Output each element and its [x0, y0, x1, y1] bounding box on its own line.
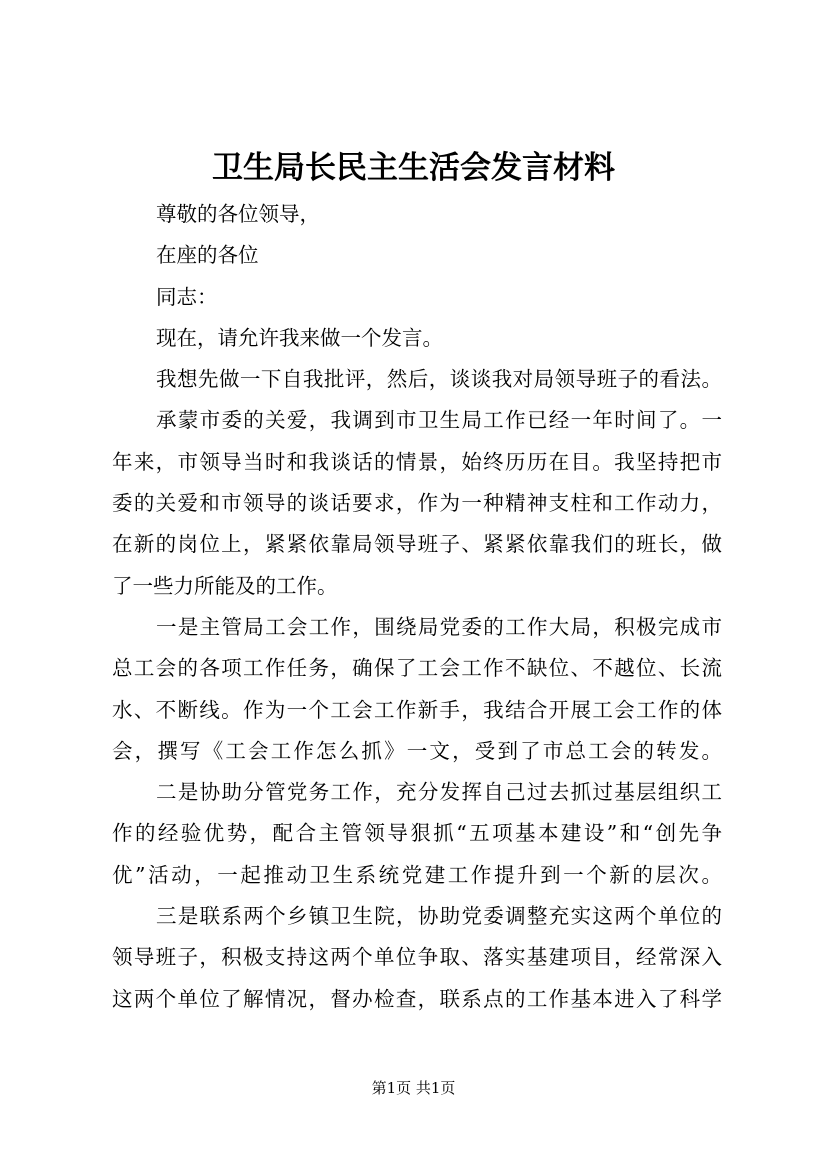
- body-line: 水、不断线。作为一个工会工作新手，我结合开展工会工作的体: [112, 697, 722, 722]
- body-line: 这两个单位了解情况，督办检查，联系点的工作基本进入了科学: [112, 986, 722, 1011]
- body-line: 会，撰写《工会工作怎么抓》一文，受到了市总工会的转发。: [112, 738, 722, 763]
- body-line: 领导班子，积极支持这两个单位争取、落实基建项目，经常深入: [112, 945, 722, 970]
- body-line: 年来，市领导当时和我谈话的情景，始终历历在目。我坚持把市: [112, 449, 722, 474]
- body-line: 在新的岗位上，紧紧依靠局领导班子、紧紧依靠我们的班长，做: [112, 532, 722, 557]
- body-line: 现在，请允许我来做一个发言。: [156, 325, 443, 350]
- body-line: 三是联系两个乡镇卫生院，协助党委调整充实这两个单位的: [156, 904, 722, 929]
- body-line: 作的经验优势，配合主管领导狠抓“五项基本建设”和“创先争: [112, 821, 722, 846]
- page-footer: 第1页 共1页: [371, 1079, 456, 1097]
- body-line: 二是协助分管党务工作，充分发挥自己过去抓过基层组织工: [156, 780, 722, 805]
- body-line: 承蒙市委的关爱，我调到市卫生局工作已经一年时间了。一: [156, 408, 722, 433]
- body-line: 一是主管局工会工作，围绕局党委的工作大局，积极完成市: [156, 614, 722, 639]
- body-line: 优”活动，一起推动卫生系统党建工作提升到一个新的层次。: [112, 862, 722, 887]
- body-line: 总工会的各项工作任务，确保了工会工作不缺位、不越位、长流: [112, 656, 722, 681]
- body-line: 同志：: [156, 284, 218, 309]
- body-line: 在座的各位: [156, 243, 259, 268]
- body-line: 委的关爱和市领导的谈话要求，作为一种精神支柱和工作动力，: [112, 491, 722, 516]
- body-line: 了一些力所能及的工作。: [112, 573, 338, 598]
- body-line: 我想先做一下自我批评，然后，谈谈我对局领导班子的看法。: [156, 367, 722, 392]
- document-title: 卫生局长民主生活会发言材料: [212, 150, 615, 186]
- body-line: 尊敬的各位领导，: [156, 202, 320, 226]
- document-body: [112, 194, 722, 1020]
